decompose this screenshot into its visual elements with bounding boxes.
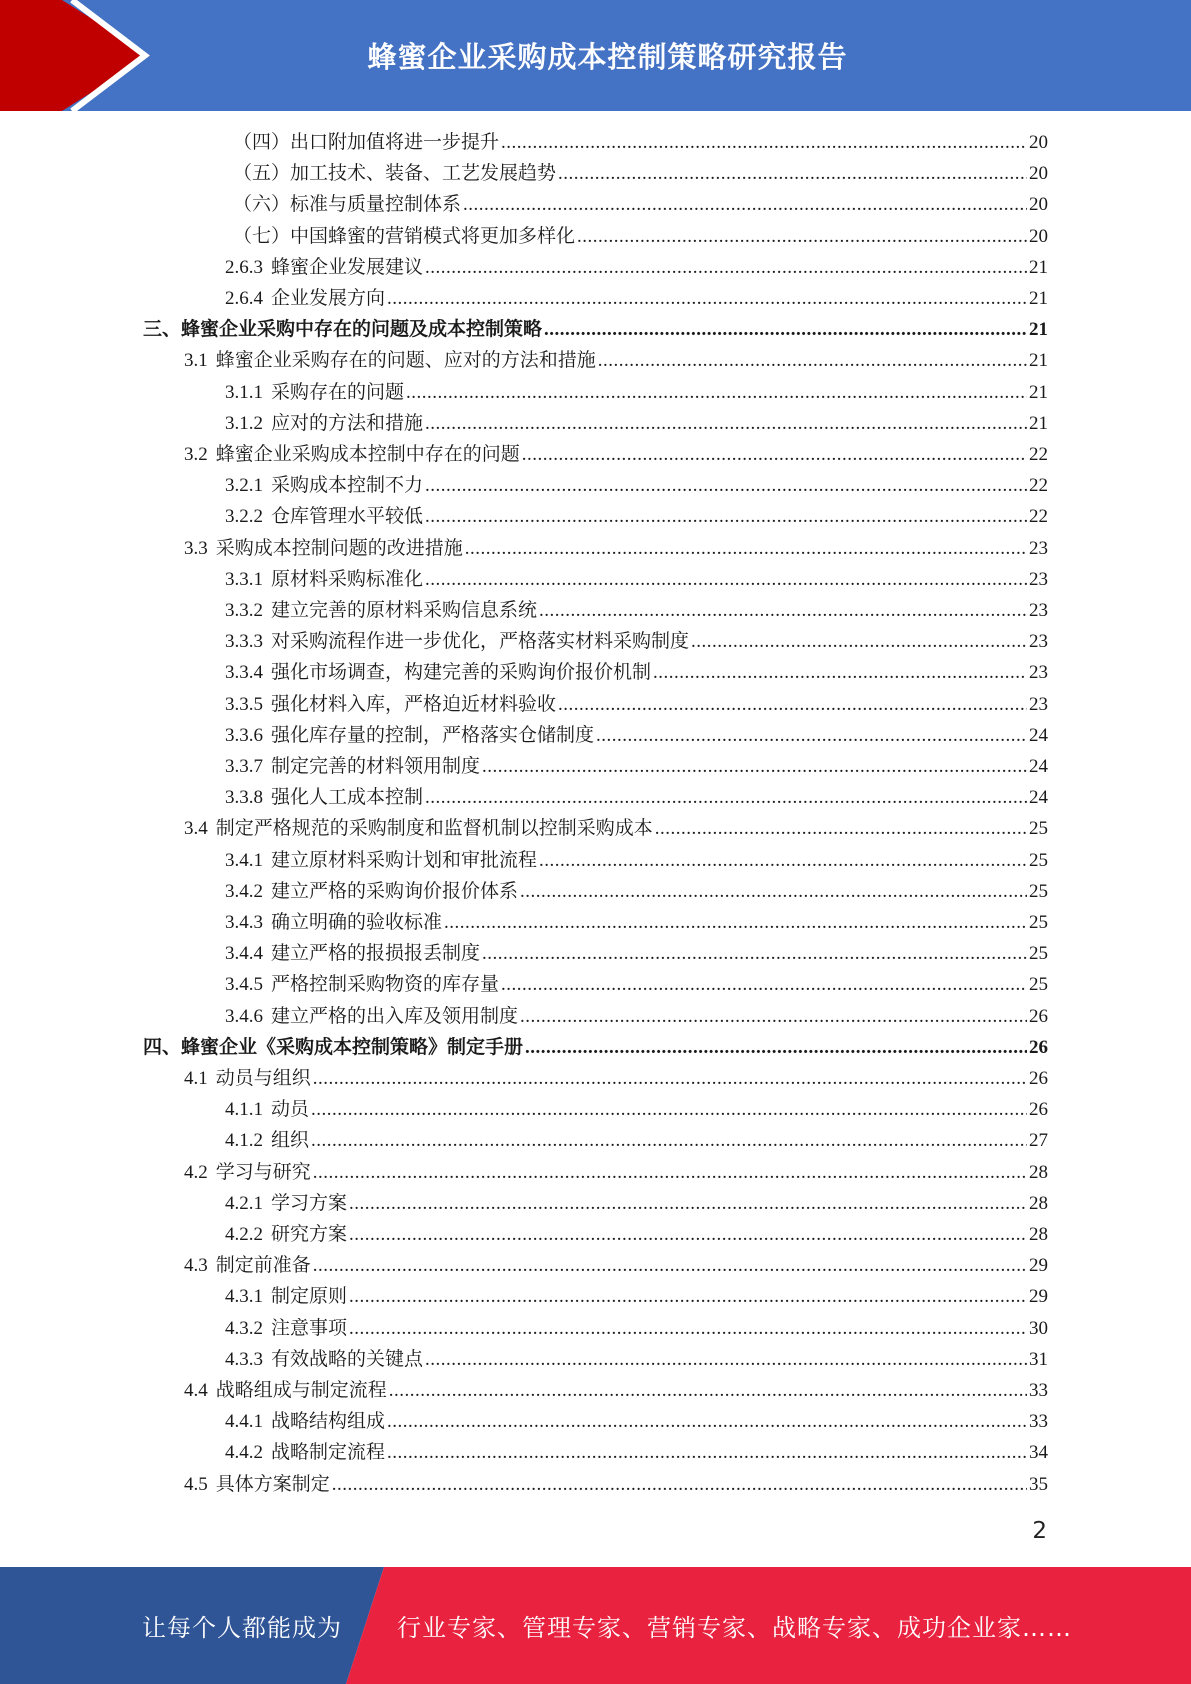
toc-entry[interactable]	[225, 1219, 1048, 1250]
toc-entry[interactable]	[184, 1469, 1048, 1500]
toc-entry-number: 3.3.5	[225, 693, 263, 715]
toc-entry[interactable]	[184, 345, 1048, 376]
toc-entry-title: 制定原则	[271, 1286, 348, 1308]
toc-entry-page: 20	[1029, 132, 1048, 153]
toc-entry-title: 具体方案制定	[215, 1473, 330, 1495]
page-header	[0, 0, 1191, 111]
toc-entry-title: 三、蜂蜜企业采购中存在的问题及成本控制策略	[143, 319, 543, 341]
toc-entry-page: 26	[1029, 1036, 1048, 1058]
toc-entry-title: 建立严格的采购询价报价体系	[271, 880, 519, 902]
toc-entry-title: 制定严格规范的采购制度和监督机制以控制采购成本	[215, 818, 653, 840]
toc-entry[interactable]	[225, 1313, 1048, 1344]
toc-entry[interactable]	[225, 782, 1048, 813]
toc-dot-leader	[525, 1032, 1027, 1063]
toc-entry-number: 2.6.4	[225, 288, 263, 309]
toc-entry-page: 28	[1029, 1161, 1048, 1183]
toc-entry-number: 3.4.6	[225, 1005, 263, 1027]
toc-dot-leader	[482, 938, 1027, 969]
toc-dot-leader	[598, 345, 1027, 376]
toc-entry-title: 动员与组织	[215, 1068, 311, 1089]
toc-dot-leader	[444, 907, 1027, 938]
toc-dot-leader	[691, 626, 1027, 657]
toc-entry-title: 企业发展方向	[271, 288, 386, 309]
toc-dot-leader	[313, 1250, 1027, 1281]
toc-entry-number: 4.2	[184, 1161, 208, 1183]
toc-dot-leader	[539, 845, 1027, 876]
toc-dot-leader	[544, 314, 1027, 345]
toc-entry-number: 3.3.6	[225, 724, 263, 746]
toc-dot-leader	[558, 689, 1027, 720]
toc-entry-title: （五）加工技术、装备、工艺发展趋势	[233, 163, 557, 185]
toc-entry-title: 蜂蜜企业发展建议	[271, 256, 424, 278]
toc-entry-number: 3.3	[184, 537, 208, 559]
toc-entry-title: 建立原材料采购计划和审批流程	[271, 849, 538, 871]
toc-entry-page: 23	[1029, 600, 1048, 621]
toc-entry-page: 21	[1029, 412, 1048, 434]
toc-entry-page: 20	[1029, 225, 1048, 247]
toc-entry-title: 战略结构组成	[271, 1411, 386, 1433]
toc-entry-page: 27	[1029, 1130, 1048, 1152]
toc-entry[interactable]	[225, 1437, 1048, 1468]
toc-entry[interactable]	[233, 158, 1048, 189]
toc-dot-leader	[520, 876, 1027, 907]
toc-entry-title: （四）出口附加值将进一步提升	[233, 132, 500, 153]
toc-entry-title: 严格控制采购物资的库存量	[271, 974, 500, 996]
toc-dot-leader	[465, 533, 1027, 564]
toc-entry-title: 强化库存量的控制，严格落实仓储制度	[271, 724, 595, 746]
toc-dot-leader	[313, 1157, 1027, 1188]
toc-entry-number: 3.3.7	[225, 756, 263, 777]
toc-entry-page: 25	[1029, 818, 1048, 840]
toc-entry-page: 20	[1029, 163, 1048, 185]
toc-entry-title: 研究方案	[271, 1224, 348, 1245]
toc-entry[interactable]	[225, 845, 1048, 876]
toc-dot-leader	[387, 283, 1027, 314]
toc-entry-page: 21	[1029, 256, 1048, 278]
toc-entry-number: 3.4.3	[225, 912, 263, 933]
toc-entry[interactable]	[143, 1032, 1048, 1063]
toc-entry-page: 21	[1029, 350, 1048, 372]
toc-entry-title: 建立严格的报损报丢制度	[271, 943, 481, 965]
toc-dot-leader	[501, 969, 1027, 1000]
toc-entry-title: 有效战略的关键点	[271, 1348, 424, 1370]
toc-dot-leader	[522, 439, 1027, 470]
toc-dot-leader	[313, 1063, 1027, 1094]
toc-entry[interactable]	[184, 1250, 1048, 1281]
toc-dot-leader	[577, 221, 1027, 252]
toc-entry-number: 2.6.3	[225, 256, 263, 278]
toc-entry-number: 4.4	[184, 1380, 208, 1401]
toc-entry[interactable]	[225, 1344, 1048, 1375]
toc-entry-title: 蜂蜜企业采购成本控制中存在的问题	[215, 444, 520, 465]
toc-entry-title: 动员	[271, 1099, 310, 1121]
toc-entry-page: 24	[1029, 756, 1048, 777]
toc-entry-page: 26	[1029, 1068, 1048, 1089]
toc-entry-title: 采购存在的问题	[271, 381, 405, 403]
toc-entry-number: 3.2.2	[225, 506, 263, 528]
toc-entry[interactable]	[225, 1281, 1048, 1312]
toc-entry-page: 34	[1029, 1442, 1048, 1464]
toc-entry[interactable]	[233, 221, 1048, 252]
toc-entry-page: 23	[1029, 693, 1048, 715]
toc-entry[interactable]	[225, 1406, 1048, 1437]
toc-entry-title: 战略组成与制定流程	[215, 1380, 387, 1401]
toc-entry-number: 3.3.3	[225, 631, 263, 653]
toc-entry[interactable]	[225, 907, 1048, 938]
toc-dot-leader	[425, 408, 1027, 439]
toc-entry-title: 注意事项	[271, 1317, 348, 1339]
toc-entry[interactable]	[225, 252, 1048, 283]
toc-entry-number: 3.4	[184, 818, 208, 840]
toc-dot-leader	[349, 1281, 1027, 1312]
page-footer	[0, 1567, 1191, 1684]
toc-entry-number: 4.1	[184, 1068, 208, 1089]
toc-entry[interactable]	[184, 1063, 1048, 1094]
toc-dot-leader	[520, 1001, 1027, 1032]
toc-entry-number: 3.4.1	[225, 849, 263, 871]
toc-entry-number: 3.4.4	[225, 943, 263, 965]
toc-entry-page: 23	[1029, 662, 1048, 684]
toc-entry[interactable]	[233, 127, 1048, 158]
toc-entry-number: 4.1.2	[225, 1130, 263, 1152]
toc-entry[interactable]	[225, 564, 1048, 595]
toc-entry-number: 3.2	[184, 444, 208, 465]
toc-dot-leader	[463, 189, 1027, 220]
toc-dot-leader	[349, 1188, 1027, 1219]
toc-entry[interactable]	[225, 626, 1048, 657]
toc-entry-number: 3.4.5	[225, 974, 263, 996]
toc-entry-page: 20	[1029, 194, 1048, 216]
toc-entry-title: 战略制定流程	[271, 1442, 386, 1464]
toc-entry[interactable]	[225, 1094, 1048, 1125]
toc-entry[interactable]	[184, 813, 1048, 844]
toc-entry[interactable]	[184, 439, 1048, 470]
toc-entry-page: 25	[1029, 912, 1048, 933]
toc-entry-title: 强化人工成本控制	[271, 787, 424, 809]
toc-entry-number: 3.3.2	[225, 600, 263, 621]
toc-entry-title: 对采购流程作进一步优化，严格落实材料采购制度	[271, 631, 690, 653]
toc-entry-page: 24	[1029, 787, 1048, 809]
toc-entry-page: 28	[1029, 1192, 1048, 1214]
toc-entry[interactable]	[225, 595, 1048, 626]
toc-entry-title: （六）标准与质量控制体系	[233, 194, 462, 216]
toc-entry-title: （七）中国蜂蜜的营销模式将更加多样化	[233, 225, 576, 247]
toc-dot-leader	[349, 1219, 1027, 1250]
toc-entry-number: 4.4.2	[225, 1442, 263, 1464]
toc-entry[interactable]	[225, 751, 1048, 782]
toc-entry[interactable]	[225, 408, 1048, 439]
toc-entry[interactable]	[184, 1157, 1048, 1188]
toc-entry-page: 35	[1029, 1473, 1048, 1495]
toc-entry[interactable]	[233, 189, 1048, 220]
toc-entry-page: 26	[1029, 1005, 1048, 1027]
toc-dot-leader	[425, 252, 1027, 283]
toc-entry-number: 3.1.2	[225, 412, 263, 434]
toc-dot-leader	[387, 1437, 1027, 1468]
toc-entry-page: 25	[1029, 849, 1048, 871]
toc-entry-number: 4.3.3	[225, 1348, 263, 1370]
toc-entry-page: 33	[1029, 1411, 1048, 1433]
toc-dot-leader	[655, 813, 1027, 844]
toc-entry[interactable]	[225, 720, 1048, 751]
toc-entry-title: 组织	[271, 1130, 310, 1152]
toc-entry-page: 26	[1029, 1099, 1048, 1121]
toc-dot-leader	[425, 1344, 1027, 1375]
toc-entry-number: 4.1.1	[225, 1099, 263, 1121]
toc-entry-number: 4.4.1	[225, 1411, 263, 1433]
toc-entry-number: 4.5	[184, 1473, 208, 1495]
toc-entry-title: 学习与研究	[215, 1161, 311, 1183]
toc-entry-title: 学习方案	[271, 1192, 348, 1214]
document-title: 蜂蜜企业采购成本控制策略研究报告	[367, 40, 848, 74]
toc-entry-number: 4.3.2	[225, 1317, 263, 1339]
toc-dot-leader	[311, 1125, 1027, 1156]
toc-entry-title: 确立明确的验收标准	[271, 912, 443, 933]
toc-entry-page: 23	[1029, 631, 1048, 653]
toc-dot-leader	[425, 501, 1027, 532]
toc-entry-number: 4.3.1	[225, 1286, 263, 1308]
toc-entry-number: 4.3	[184, 1255, 208, 1277]
toc-entry-title: 原材料采购标准化	[271, 568, 424, 590]
toc-entry-page: 24	[1029, 724, 1048, 746]
toc-entry-page: 33	[1029, 1380, 1048, 1401]
toc-entry[interactable]	[225, 876, 1048, 907]
toc-entry-page: 22	[1029, 444, 1048, 465]
toc-entry-title: 采购成本控制问题的改进措施	[215, 537, 463, 559]
toc-dot-leader	[387, 1406, 1027, 1437]
toc-dot-leader	[482, 751, 1027, 782]
toc-entry[interactable]	[225, 969, 1048, 1000]
toc-entry-number: 4.2.1	[225, 1192, 263, 1214]
toc-entry-page: 28	[1029, 1224, 1048, 1245]
toc-entry-number: 3.3.4	[225, 662, 263, 684]
toc-dot-leader	[539, 595, 1027, 626]
toc-entry-number: 3.1	[184, 350, 208, 372]
toc-dot-leader	[311, 1094, 1027, 1125]
toc-entry-title: 蜂蜜企业采购存在的问题、应对的方法和措施	[215, 350, 596, 372]
toc-dot-leader	[653, 657, 1027, 688]
toc-entry[interactable]	[225, 377, 1048, 408]
toc-dot-leader	[349, 1313, 1027, 1344]
toc-entry-page: 21	[1029, 319, 1048, 341]
toc-entry-title: 四、蜂蜜企业《采购成本控制策略》制定手册	[143, 1036, 524, 1058]
toc-entry-number: 3.1.1	[225, 381, 263, 403]
toc-entry-page: 22	[1029, 475, 1048, 497]
toc-entry[interactable]	[184, 533, 1048, 564]
toc-entry-page: 30	[1029, 1317, 1048, 1339]
toc-entry-page: 31	[1029, 1348, 1048, 1370]
toc-entry[interactable]	[225, 1188, 1048, 1219]
toc-entry-title: 强化市场调查，构建完善的采购询价报价机制	[271, 662, 652, 684]
toc-entry[interactable]	[225, 657, 1048, 688]
toc-entry-page: 23	[1029, 537, 1048, 559]
toc-entry[interactable]	[225, 283, 1048, 314]
toc-entry-page: 21	[1029, 381, 1048, 403]
toc-entry-page: 25	[1029, 880, 1048, 902]
toc-dot-leader	[406, 377, 1027, 408]
toc-dot-leader	[389, 1375, 1027, 1406]
toc-entry[interactable]	[225, 689, 1048, 720]
toc-entry[interactable]	[225, 1125, 1048, 1156]
toc-entry-page: 23	[1029, 568, 1048, 590]
toc-entry[interactable]	[225, 501, 1048, 532]
toc-entry-page: 29	[1029, 1255, 1048, 1277]
page-number: 2	[1032, 1518, 1047, 1544]
toc-entry-page: 25	[1029, 943, 1048, 965]
toc-entry-title: 建立严格的出入库及领用制度	[271, 1005, 519, 1027]
toc-entry[interactable]	[184, 1375, 1048, 1406]
toc-entry[interactable]	[225, 470, 1048, 501]
toc-entry-page: 25	[1029, 974, 1048, 996]
toc-entry-page: 21	[1029, 288, 1048, 309]
toc-entry[interactable]	[143, 314, 1048, 345]
toc-entry-title: 制定前准备	[215, 1255, 311, 1277]
toc-dot-leader	[501, 127, 1027, 158]
toc-entry-number: 3.4.2	[225, 880, 263, 902]
footer-slogan-right: 行业专家、管理专家、营销专家、战略专家、成功企业家……	[397, 1614, 1072, 1642]
toc-dot-leader	[558, 158, 1027, 189]
toc-entry-title: 建立完善的原材料采购信息系统	[271, 600, 538, 621]
toc-entry-page: 29	[1029, 1286, 1048, 1308]
toc-entry-title: 采购成本控制不力	[271, 475, 424, 497]
toc-entry-number: 3.3.8	[225, 787, 263, 809]
toc-entry-title: 仓库管理水平较低	[271, 506, 424, 528]
toc-entry-title: 制定完善的材料领用制度	[271, 756, 481, 777]
toc-entry-page: 22	[1029, 506, 1048, 528]
toc-entry-number: 3.2.1	[225, 475, 263, 497]
toc-entry-number: 4.2.2	[225, 1224, 263, 1245]
toc-entry-number: 3.3.1	[225, 568, 263, 590]
toc-entry[interactable]	[225, 938, 1048, 969]
toc-entry-title: 强化材料入库，严格迫近材料验收	[271, 693, 557, 715]
toc-entry[interactable]	[225, 1001, 1048, 1032]
toc-dot-leader	[596, 720, 1027, 751]
toc-dot-leader	[425, 564, 1027, 595]
footer-slogan-left: 让每个人都能成为	[142, 1614, 342, 1642]
toc-entry-title: 应对的方法和措施	[271, 412, 424, 434]
toc-dot-leader	[332, 1469, 1027, 1500]
toc-dot-leader	[425, 470, 1027, 501]
toc-dot-leader	[425, 782, 1027, 813]
